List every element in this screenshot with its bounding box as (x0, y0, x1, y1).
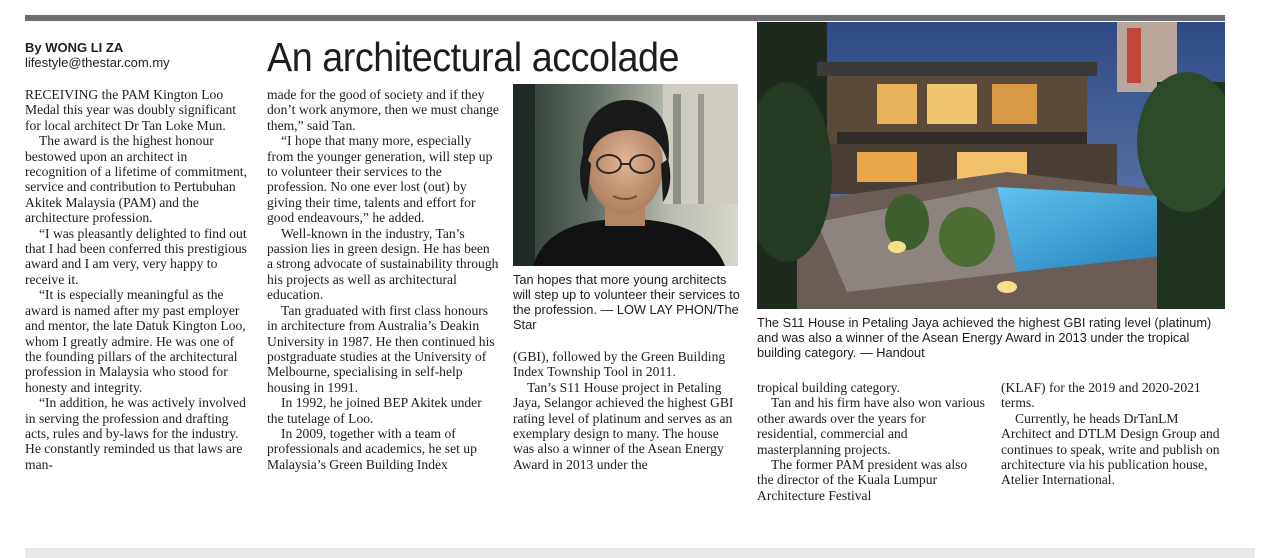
house-photo (757, 22, 1225, 309)
portrait-caption: Tan hopes that more young architects will step up to volunteer their services to the profession. — LOW LAY PHON/The Star (513, 272, 740, 332)
author-email: lifestyle@thestar.com.my (25, 55, 170, 70)
article-column-1 (25, 87, 249, 472)
bottom-rule (25, 548, 1255, 558)
paragraph: “I hope that many more, especially from the younger generation, will step up to volunteer their services to the profession. No one ever lost (out) by giving their time, talents and effort for good endeavours,” he added. (267, 133, 493, 226)
paragraph: (KLAF) for the 2019 and 2020-2021 terms. (1001, 380, 1201, 411)
paragraph: “I was pleasantly delighted to find out that I had been conferred this prestigious award and I am very, very happy to receive it. (25, 225, 247, 287)
paragraph: The award is the highest honour bestowed upon an architect in recognition of a lifetime of commitment, service and contribution to Pertubuhan Akitek Malaysia (PAM) and the architecture profession. (25, 133, 247, 226)
house-caption: The S11 House in Petaling Jaya achieved the highest GBI rating level (platinum) and was also a winner of the Asean Energy Award in 2013 under the tropical building category. — Handout (757, 315, 1212, 360)
paragraph: (GBI), followed by the Green Building Index Township Tool in 2011. (513, 349, 726, 380)
paragraph: “It is especially meaningful as the award is named after my past employer and mentor, the late Datuk Kington Loo, whom I greatly admire. He was one of the founding pillars of the architectural profession in Malaysia who stood for honesty and integrity. (25, 287, 246, 395)
paragraph: In 1992, he joined BEP Akitek under the tutelage of Loo. (267, 395, 482, 426)
top-rule (25, 15, 1225, 21)
article-column-3 (513, 349, 741, 472)
paragraph: made for the good of society and if they don’t work anymore, then we must change them,” said Tan. (267, 87, 499, 133)
headline: An architectural accolade (267, 34, 680, 80)
article-column-4 (757, 380, 987, 503)
portrait-photo (513, 84, 738, 266)
paragraph: Tan’s S11 House project in Petaling Jaya, Selangor achieved the highest GBI rating level of platinum and serves as an exemplary design to many. The house was also a winner of the Asean Energy Award in 2013 under the (513, 379, 734, 472)
byline (25, 40, 170, 70)
article-column-5 (1001, 380, 1225, 488)
paragraph: Tan graduated with first class honours in architecture from Australia’s Deakin University in 1987. He then continued his postgraduate studies at the University of Melbourne, specialising in self-help housing in 1991. (267, 302, 495, 395)
paragraph: The former PAM president was also the director of the Kuala Lumpur Architecture Festival (757, 457, 968, 503)
paragraph: RECEIVING the PAM Kington Loo Medal this year was doubly significant for local architect Dr Tan Loke Mun. (25, 87, 237, 133)
paragraph: tropical building category. (757, 380, 900, 395)
author-name: By WONG LI ZA (25, 40, 124, 55)
paragraph: Tan and his firm have also won various other awards over the years for residential, commercial and masterplanning projects. (757, 395, 985, 457)
paragraph: Well-known in the industry, Tan’s passion lies in green design. He has been a strong advocate of sustainability through his projects as well as architectural education. (267, 225, 499, 303)
article-column-2 (267, 87, 499, 472)
paragraph: Currently, he heads DrTanLM Architect and DTLM Design Group and continues to speak, write and publish on architecture via his publication house, Atelier International. (1001, 410, 1220, 488)
paragraph: “In addition, he was actively involved in serving the profession and drafting acts, rules and by-laws for the industry. He constantly reminded us that laws are man- (25, 395, 246, 472)
paragraph: In 2009, together with a team of professionals and academics, he set up Malaysia’s Green Building Index (267, 425, 477, 472)
